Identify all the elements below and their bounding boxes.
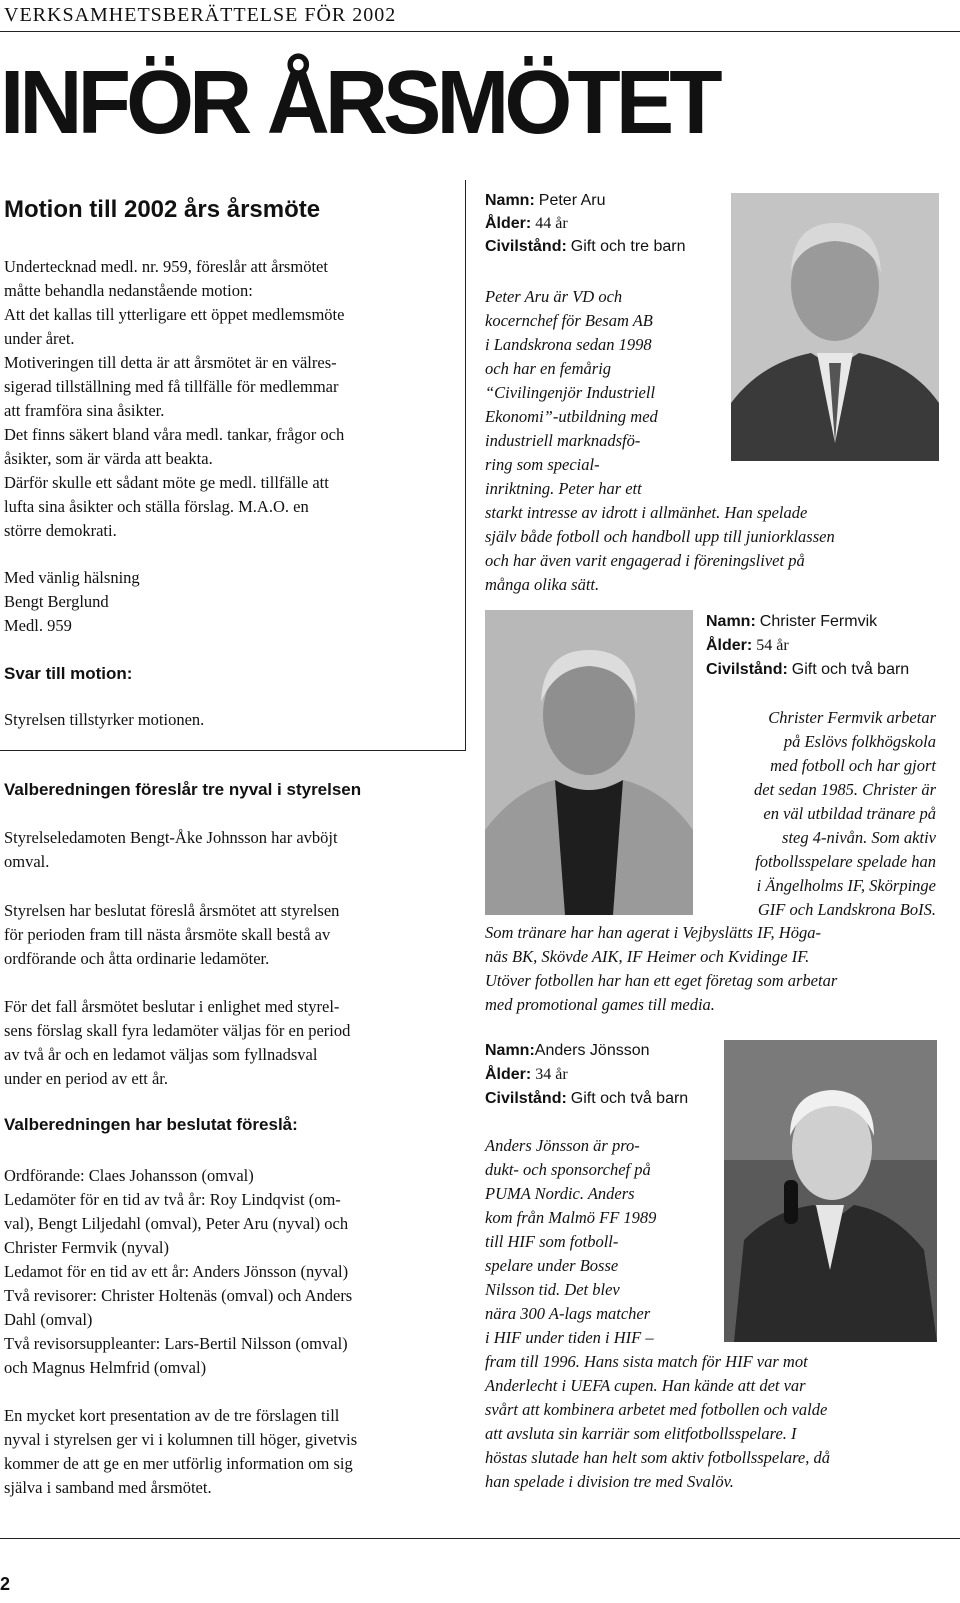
text-line: åsikter, som är värda att beakta. — [4, 449, 213, 468]
text-line: själva i samband med årsmötet. — [4, 1478, 212, 1497]
text-line: val), Bengt Liljedahl (omval), Peter Aru (nyval) och — [4, 1214, 349, 1233]
proposal-closing — [4, 1404, 357, 1500]
text-line: Med vänlig hälsning — [4, 568, 140, 587]
age-label: Ålder: — [706, 637, 753, 654]
text-line: starkt intresse av idrott i allmänhet. Han spelade — [485, 503, 808, 522]
text-line: och har även varit engagerad i föreningslivet på — [485, 551, 805, 570]
text-line: Ekonomi”-utbildning med — [485, 407, 658, 426]
candidate-christer-bio-cont — [485, 921, 837, 1017]
candidate-name: Peter Aru — [538, 192, 606, 209]
text-line: Dahl (omval) — [4, 1310, 93, 1329]
text-line: och Magnus Helmfrid (omval) — [4, 1358, 207, 1377]
motion-paragraph — [4, 255, 344, 543]
text-line: av två år och en ledamot väljas som fyllnadsval — [4, 1045, 318, 1064]
text-line: fotbollsspelare spelade han — [755, 852, 936, 871]
text-line: Ledamöter för en tid av två år: Roy Lindqvist (om- — [4, 1190, 341, 1209]
text-line: Nilsson tid. Det blev — [485, 1280, 620, 1299]
status-label: Civilstånd: — [485, 1090, 567, 1107]
proposal-heading: Valberedningen har beslutat föreslå: — [4, 1115, 298, 1134]
age-label: Ålder: — [485, 215, 532, 232]
text-line: att avsluta sin karriär som elitfotbollsspelare. I — [485, 1424, 797, 1443]
text-line: Christer Fermvik (nyval) — [4, 1238, 169, 1257]
text-line: Medl. 959 — [4, 616, 72, 635]
text-line: GIF och Landskrona BoIS. — [757, 900, 936, 919]
candidate-christer-facts — [706, 610, 909, 682]
text-line: under en period av ett år. — [4, 1069, 169, 1088]
text-line: Bengt Berglund — [4, 592, 109, 611]
text-line: svårt att kombinera arbetet med fotbollen och valde — [485, 1400, 828, 1419]
page-title: INFÖR ÅRSMÖTET — [0, 53, 718, 153]
name-label: Namn: — [706, 613, 756, 630]
text-line: Anders Jönsson är pro- — [485, 1136, 640, 1155]
text-line: För det fall årsmötet beslutar i enlighet med styrel- — [4, 997, 340, 1016]
text-line: i HIF under tiden i HIF – — [485, 1328, 654, 1347]
text-line: Ordförande: Claes Johansson (omval) — [4, 1166, 254, 1185]
text-line: Styrelseledamoten Bengt-Åke Johnsson har avböjt — [4, 828, 338, 847]
candidate-photo-christer — [485, 610, 693, 915]
candidate-age: 34 år — [535, 1066, 568, 1083]
motion-signature — [4, 566, 140, 638]
text-line: En mycket kort presentation av de tre förslagen till — [4, 1406, 340, 1425]
text-line: måtte behandla nedanstående motion: — [4, 281, 253, 300]
text-line: sigerad tillställning med få tillfälle för medlemmar — [4, 377, 339, 396]
reply-text: Styrelsen tillstyrker motionen. — [4, 710, 205, 729]
text-line: omval. — [4, 852, 50, 871]
candidate-status: Gift och två barn — [791, 661, 910, 678]
candidate-christer-bio — [700, 706, 936, 922]
text-line: kommer de att ge en mer utförlig information om sig — [4, 1454, 353, 1473]
text-line: på Eslövs folkhögskola — [783, 732, 936, 751]
name-label: Namn: — [485, 192, 535, 209]
text-line: själv både fotboll och handboll upp till juniorklassen — [485, 527, 835, 546]
footer-divider — [0, 1538, 960, 1539]
text-line: att framföra sina åsikter. — [4, 401, 165, 420]
text-line: med fotboll och har gjort — [770, 756, 936, 775]
text-line: för perioden fram till nästa årsmöte skall bestå av — [4, 925, 331, 944]
reply-heading: Svar till motion: — [4, 664, 133, 683]
text-line: i Ängelholms IF, Skörpinge — [756, 876, 936, 895]
text-line: Christer Fermvik arbetar — [768, 708, 936, 727]
text-line: Ledamot för en tid av ett år: Anders Jönsson (nyval) — [4, 1262, 349, 1281]
text-line: Utöver fotbollen har han ett eget företag som arbetar — [485, 971, 838, 990]
text-line: “Civilingenjör Industriell — [485, 383, 656, 402]
text-line: lufta sina åsikter och ställa förslag. M.A.O. en — [4, 497, 309, 516]
text-line: nära 300 A-lags matcher — [485, 1304, 651, 1323]
proposal-list — [4, 1164, 352, 1380]
text-line: det sedan 1985. Christer är — [754, 780, 936, 799]
text-line: ordförande och åtta ordinarie ledamöter. — [4, 949, 270, 968]
candidate-name: Anders Jönsson — [534, 1042, 650, 1059]
candidate-anders-facts — [485, 1039, 688, 1111]
text-line: under året. — [4, 329, 75, 348]
nomination-paragraph-2 — [4, 899, 339, 971]
text-line: industriell marknadsfö- — [485, 431, 641, 450]
text-line: spelare under Bosse — [485, 1256, 619, 1275]
age-label: Ålder: — [485, 1066, 532, 1083]
text-line: höstas slutade han helt som aktiv fotbollsspelare, då — [485, 1448, 830, 1467]
text-line: kom från Malmö FF 1989 — [485, 1208, 657, 1227]
text-line: Två revisorer: Christer Holtenäs (omval) och Anders — [4, 1286, 353, 1305]
nomination-paragraph-1 — [4, 826, 338, 874]
header-divider — [0, 31, 960, 32]
text-line: Det finns säkert bland våra medl. tankar, frågor och — [4, 425, 345, 444]
text-line: Motiveringen till detta är att årsmötet är en välres- — [4, 353, 337, 372]
status-label: Civilstånd: — [706, 661, 788, 678]
candidate-name: Christer Fermvik — [759, 613, 878, 630]
nomination-heading: Valberedningen föreslår tre nyval i styrelsen — [4, 780, 362, 799]
text-line: fram till 1996. Hans sista match för HIF var mot — [485, 1352, 808, 1371]
nomination-paragraph-3 — [4, 995, 350, 1091]
candidate-status: Gift och tre barn — [570, 238, 686, 255]
text-line: med promotional games till media. — [485, 995, 715, 1014]
text-line: Därför skulle ett sådant möte ge medl. tillfälle att — [4, 473, 329, 492]
text-line: kocernchef för Besam AB — [485, 311, 653, 330]
text-line: dukt- och sponsorchef på — [485, 1160, 651, 1179]
text-line: inriktning. Peter har ett — [485, 479, 642, 498]
candidate-age: 44 år — [535, 215, 568, 232]
text-line: Som tränare har han agerat i Vejbyslätts IF, Höga- — [485, 923, 821, 942]
candidate-age: 54 år — [756, 637, 789, 654]
text-line: i Landskrona sedan 1998 — [485, 335, 652, 354]
text-line: större demokrati. — [4, 521, 117, 540]
running-header: VERKSAMHETSBERÄTTELSE FÖR 2002 — [4, 4, 397, 26]
text-line: Peter Aru är VD och — [485, 287, 623, 306]
text-line: Att det kallas till ytterligare ett öppet medlemsmöte — [4, 305, 345, 324]
candidate-peter-facts — [485, 189, 686, 258]
candidate-anders-bio — [485, 1134, 830, 1494]
text-line: Två revisorsuppleanter: Lars-Bertil Nilsson (omval) — [4, 1334, 348, 1353]
text-line: och har en femårig — [485, 359, 612, 378]
candidate-status: Gift och två barn — [570, 1090, 689, 1107]
text-line: steg 4-nivån. Som aktiv — [782, 828, 936, 847]
text-line: PUMA Nordic. Anders — [485, 1184, 635, 1203]
text-line: han spelade i division tre med Svalöv. — [485, 1472, 734, 1491]
status-label: Civilstånd: — [485, 238, 567, 255]
page-number: 2 — [0, 1574, 11, 1594]
candidate-peter-bio — [485, 285, 835, 597]
text-line: Anderlecht i UEFA cupen. Han kände att det var — [485, 1376, 806, 1395]
text-line: nyval i styrelsen ger vi i kolumnen till höger, givetvis — [4, 1430, 358, 1449]
text-line: sens förslag skall fyra ledamöter väljas för en period — [4, 1021, 351, 1040]
text-line: Undertecknad medl. nr. 959, föreslår att årsmötet — [4, 257, 328, 276]
text-line: Styrelsen har beslutat föreslå årsmötet att styrelsen — [4, 901, 340, 920]
text-line: ring som special- — [485, 455, 600, 474]
text-line: till HIF som fotboll- — [485, 1232, 619, 1251]
text-line: näs BK, Skövde AIK, IF Heimer och Kvidinge IF. — [485, 947, 810, 966]
name-label: Namn: — [485, 1042, 535, 1059]
motion-heading: Motion till 2002 års årsmöte — [4, 196, 321, 223]
text-line: många olika sätt. — [485, 575, 600, 594]
text-line: en väl utbildad tränare på — [763, 804, 936, 823]
